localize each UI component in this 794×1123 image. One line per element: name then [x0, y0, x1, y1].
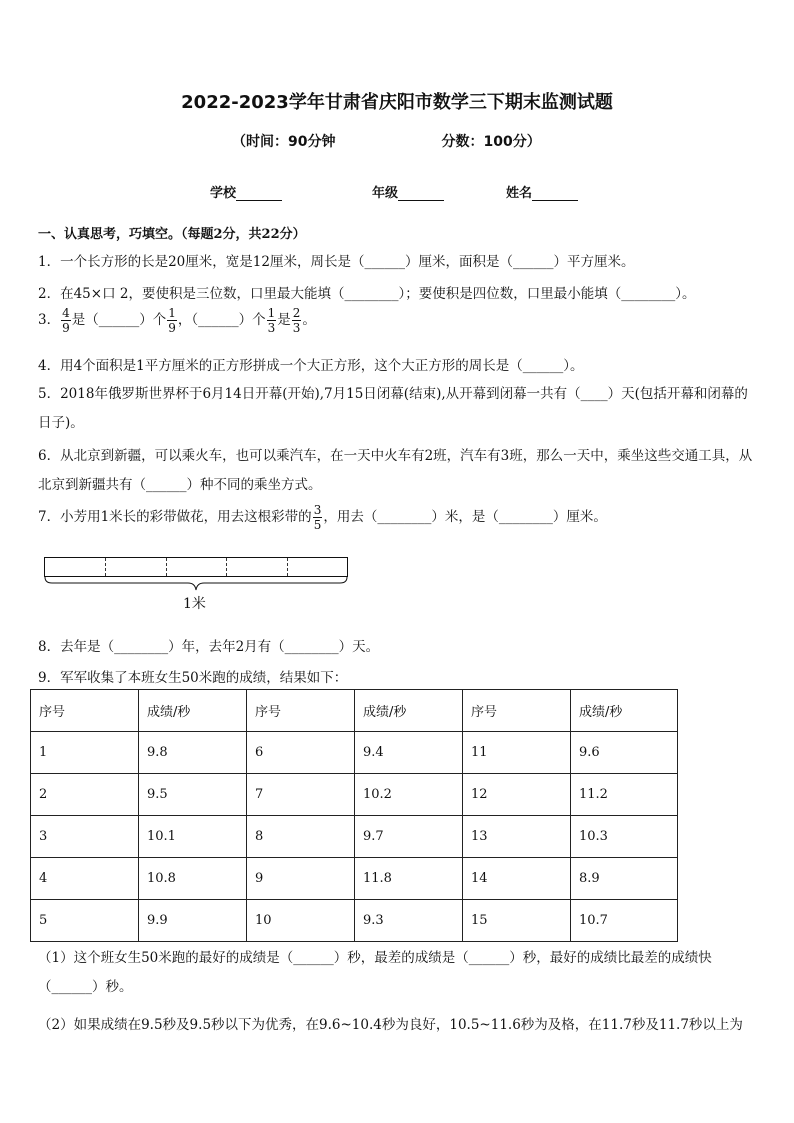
q3-text-4: 。 — [302, 312, 316, 328]
name-blank[interactable] — [532, 188, 578, 201]
numerator: 4 — [62, 306, 70, 320]
ribbon-length-label: 1米 — [183, 596, 206, 612]
brace-icon — [44, 576, 348, 592]
question-2: 2．在45×口 2，要使积是三位数，口里最大能填（________）；要使积是四位数，口里最小能填（________）。 — [38, 286, 696, 302]
table-row — [31, 858, 678, 900]
question-3 — [38, 306, 316, 335]
table-cell: 14 — [463, 858, 571, 900]
fraction — [267, 306, 277, 335]
numerator: 2 — [292, 306, 301, 320]
question-9: 9．军军收集了本班女生50米跑的成绩，结果如下： — [38, 670, 348, 686]
table-cell: 9.8 — [139, 732, 247, 774]
table-cell: 4 — [31, 858, 139, 900]
table-header: 序号 — [463, 690, 571, 732]
table-cell: 8 — [247, 816, 355, 858]
score-info: 分数：100分） — [441, 134, 541, 150]
q7-text-2: ，用去（________）米，是（________）厘米。 — [323, 509, 607, 525]
table-header-row — [31, 690, 678, 732]
table-cell: 5 — [31, 900, 139, 942]
question-9-2: （2）如果成绩在9.5秒及9.5秒以下为优秀，在9.6~10.4秒为良好，10.5~11.6秒为及格，在11.7秒及11.7秒以上为 — [38, 1017, 743, 1033]
ribbon-diagram — [44, 557, 348, 576]
question-4: 4．用4个面积是1平方厘米的正方形拼成一个大正方形，这个大正方形的周长是（______）。 — [38, 358, 584, 374]
name-label: 姓名 — [506, 186, 533, 201]
ribbon-divider — [287, 558, 288, 576]
table-row — [31, 732, 678, 774]
table-cell: 2 — [31, 774, 139, 816]
table-cell: 10.7 — [571, 900, 678, 942]
table-cell: 9.4 — [355, 732, 463, 774]
table-cell: 11 — [463, 732, 571, 774]
table-cell: 12 — [463, 774, 571, 816]
table-cell: 10.3 — [571, 816, 678, 858]
question-6: 6．从北京到新疆，可以乘火车，也可以乘汽车，在一天中火车有2班，汽车有3班，那么一天中，乘坐这些交通工具，从北京到新疆共有（______）种不同的乘坐方式。 — [38, 448, 753, 493]
q3-text-3: 是 — [277, 312, 291, 328]
table-cell: 10.8 — [139, 858, 247, 900]
denominator: 5 — [313, 518, 322, 532]
denominator: 3 — [292, 321, 301, 335]
table-cell: 9.6 — [571, 732, 678, 774]
question-7 — [38, 503, 607, 532]
table-row — [31, 816, 678, 858]
numerator: 1 — [168, 306, 176, 320]
table-header: 成绩/秒 — [355, 690, 463, 732]
question-5: 5．2018年俄罗斯世界杯于6月14日开幕(开始),7月15日闭幕(结束),从开幕到闭幕一共有（____）天(包括开幕和闭幕的日子)。 — [38, 386, 748, 431]
q3-text-1: 是（______）个 — [71, 312, 167, 328]
q3-prefix: 3． — [38, 312, 61, 328]
table-cell: 9.9 — [139, 900, 247, 942]
denominator: 9 — [168, 321, 176, 335]
table-cell: 1 — [31, 732, 139, 774]
numerator: 1 — [267, 306, 276, 320]
table-cell: 11.2 — [571, 774, 678, 816]
ribbon-divider — [105, 558, 106, 576]
table-cell: 9.7 — [355, 816, 463, 858]
denominator: 3 — [267, 321, 276, 335]
fraction — [313, 503, 323, 532]
school-label: 学校 — [210, 186, 237, 201]
fraction — [167, 306, 177, 335]
table-cell: 13 — [463, 816, 571, 858]
table-row — [31, 900, 678, 942]
fraction — [292, 306, 302, 335]
numerator: 3 — [313, 503, 322, 517]
table-cell: 11.8 — [355, 858, 463, 900]
grade-label: 年级 — [372, 186, 399, 201]
name-field[interactable] — [506, 182, 578, 201]
table-cell: 10.1 — [139, 816, 247, 858]
table-cell: 9.5 — [139, 774, 247, 816]
table-cell: 8.9 — [571, 858, 678, 900]
grade-field[interactable] — [372, 182, 444, 201]
table-cell: 15 — [463, 900, 571, 942]
table-cell: 6 — [247, 732, 355, 774]
fraction — [61, 306, 71, 335]
school-field[interactable] — [210, 182, 282, 201]
ribbon-divider — [166, 558, 167, 576]
table-cell: 10 — [247, 900, 355, 942]
table-header: 序号 — [247, 690, 355, 732]
table-cell: 9 — [247, 858, 355, 900]
table-header: 成绩/秒 — [571, 690, 678, 732]
table-header: 成绩/秒 — [139, 690, 247, 732]
exam-info — [232, 131, 541, 151]
question-9-1: （1）这个班女生50米跑的最好的成绩是（______）秒，最差的成绩是（______）秒，最好的成绩比最差的成绩快（______）秒。 — [38, 950, 712, 995]
table-header: 序号 — [31, 690, 139, 732]
table-cell: 9.3 — [355, 900, 463, 942]
table-cell: 10.2 — [355, 774, 463, 816]
q7-text-1: 7．小芳用1米长的彩带做花，用去这根彩带的 — [38, 509, 312, 525]
table-cell: 3 — [31, 816, 139, 858]
table-cell: 7 — [247, 774, 355, 816]
grade-blank[interactable] — [398, 188, 444, 201]
score-table — [30, 689, 678, 942]
page-title: 2022-2023学年甘肃省庆阳市数学三下期末监测试题 — [181, 92, 613, 113]
table-row — [31, 774, 678, 816]
time-info: （时间：90分钟 — [232, 134, 336, 150]
denominator: 9 — [62, 321, 70, 335]
school-blank[interactable] — [236, 188, 282, 201]
section-heading: 一、认真思考，巧填空。（每题2分，共22分） — [38, 227, 306, 242]
ribbon-divider — [226, 558, 227, 576]
question-1: 1．一个长方形的长是20厘米，宽是12厘米，周长是（______）厘米，面积是（______）平方厘米。 — [38, 254, 635, 270]
q3-text-2: ，（______）个 — [177, 312, 266, 328]
question-8: 8．去年是（________）年，去年2月有（________）天。 — [38, 639, 380, 655]
